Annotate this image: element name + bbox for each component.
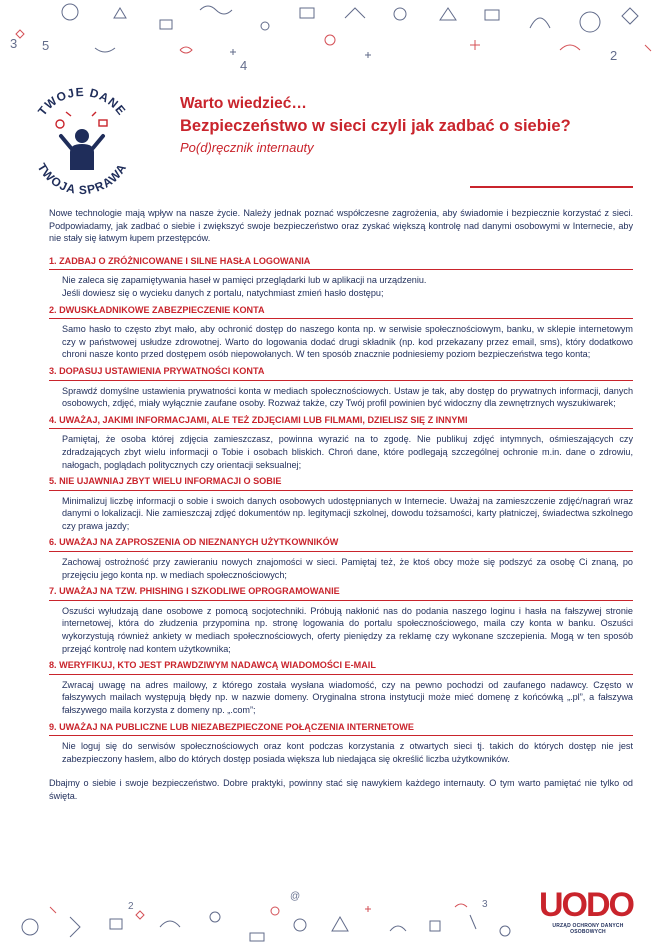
decorative-doodles-top (0, 0, 670, 80)
section-body: Nie zalecа się zapamiętywania haseł w pamięci przeglądarki lub w aplikacji na urządzeniu. Jeśli dowiesz się o wycieku danych z portalu, natychmiast zmień hasło dostępu; (62, 275, 427, 298)
section-3 (49, 365, 633, 410)
section-7 (49, 585, 633, 655)
section-title: 8. WERYFIKUJ, KTO JEST PRAWDZIWYM NADAWCĄ WIADOMOŚCI E-MAIL (49, 659, 633, 675)
section-body: Oszuści wyłudzają dane osobowe z pomocą socjotechniki. Próbują nakłonić nas do podania naszego loginu i hasła na fałszywej stronie internetowej, która do złudzenia przypomina np. stronę logowania do portalu społecznościowego, maila czy konta w banku. Oszuści wykorzystują również ankiety w mediach społecznościowych, oferty pieniędzy za reklamę czy wykonane szczepienia. Mogą w ten sposób przejąć kontrolę nad kontem użytkownika; (62, 605, 633, 654)
section-title: 7. UWAŻAJ NA TZW. PHISHING I SZKODLIWE OPROGRAMOWANIE (49, 585, 633, 601)
section-body: Zachowaj ostrożność przy zawieraniu nowych znajomości w sieci. Pamiętaj też, że ktoś obcy może się podszyć za osobę Ci znaną, po przejęciu jego konta np. w mediach społecznościowych; (62, 557, 633, 580)
section-body: Zwracaj uwagę na adres mailowy, z którego została wysłana wiadomość, czy na pewno pochodzi od zaufanego nadawcy. Często w fałszywych mailach występują błędy np. w nazwie domeny. Oryginalna strona instytucji może mieć domenę z końcówką „.pl”, a fałszywa fałszywego maila korzysta z domeny np. „.com”; (62, 679, 633, 715)
header-kicker: Warto wiedzieć… (180, 95, 307, 112)
logo-top-text: TWOJE DANE (35, 84, 129, 119)
logo-bottom-text: TWOJA SPRAWA (34, 160, 130, 198)
page-title: Bezpieczeństwo w sieci czyli jak zadbać o siebie? (180, 117, 571, 135)
document-body (49, 207, 633, 803)
section-body: Pamiętaj, że osoba której zdjęcia zamieszczasz, powinna wyrazić na to zgodę. Nie publikuj zdjęć intymnych, ośmieszających czy zdradzających zbyt wielu informacji o Tobie i osobach bliskich. Chroń dane, które podlegają szczególnej ochronie m.in. dane o zdrowiu, nałogach, poglądach politycznych czy orientacji seksualnej; (62, 434, 633, 470)
section-2 (49, 304, 633, 361)
section-4 (49, 414, 633, 471)
intro-paragraph: Nowe technologie mają wpływ na nasze życie. Należy jednak poznać współczesne zagrożenia, aby świadomie i bezpiecznie korzystać z sieci. Podpowiadamy, jak zadbać o siebie i zwiększyć swoje bezpieczeństwo oraz zyskać większą kontrolę nad danymi osobowymi w Internecie, aby nie stały się łatwym łupem przestępców. (49, 208, 633, 244)
closing-paragraph: Dbajmy o siebie i swoje bezpieczeństwo. Dobre praktyki, powinny stać się nawykiem każdego internauty. O tym warto pamiętać nie tylko od święta. (49, 778, 633, 801)
section-body: Sprawdź domyślne ustawienia prywatności konta w mediach społecznościowych. Ustaw je tak, aby dostęp do prywatnych informacji, danych osobowych, zdjęć, miały wyłącznie zaufane osoby. Rozważ także, czy Twój profil powinien być widoczny dla zewnętrznych wyszukiwarek; (62, 385, 633, 409)
section-title: 4. UWAŻAJ, JAKIMI INFORMACJAMI, ALE TEŻ ZDJĘCIAMI LUB FILMAMI, DZIELISZ SIĘ Z INNYMI (49, 414, 633, 430)
svg-text:2: 2 (610, 48, 618, 63)
section-9 (49, 721, 633, 766)
svg-text:2: 2 (128, 901, 134, 912)
twoje-dane-logo (22, 82, 142, 202)
section-body: Nie loguj się do serwisów społecznościowych oraz kont podczas korzystania z otwartych sieci tj. takich do których dostęp nie jest zabezpieczony hasłem, albo do których dostęp posiada większa lub niedająca się określić liczba użytkowników. (62, 741, 633, 764)
page-subtitle: Po(d)ręcznik internauty (180, 140, 314, 155)
svg-text:TWOJE DANE (35, 85, 129, 118)
svg-text:@: @ (290, 891, 301, 902)
svg-text:5: 5 (42, 38, 50, 53)
section-title: 6. UWAŻAJ NA ZAPROSZENIA OD NIEZNANYCH UŻYTKOWNIKÓW (49, 536, 633, 552)
section-8 (49, 659, 633, 716)
uodo-name: URZĄD OCHRONY DANYCH OSOBOWYCH (552, 923, 624, 935)
section-title: 5. NIE UJAWNIAJ ZBYT WIELU INFORMACJI O SOBIE (49, 475, 633, 491)
section-5 (49, 475, 633, 532)
header (180, 93, 640, 157)
person-icon (61, 129, 103, 170)
section-title: 3. DOPASUJ USTAWIENIA PRYWATNOŚCI KONTA (49, 365, 633, 381)
svg-text:3: 3 (482, 899, 488, 910)
section-body: Minimalizuj liczbę informacji o sobie i swoich danych osobowych udostępnianych w Internecie. Uważaj na zamieszczenie zdjęć/nagrań wraz danymi o lokalizacji. Nie zamieszczaj zdjęć dokumentów np. legitymacji szkolnej, dowodu tożsamości, karty płatniczej, świadectwa szkolnego czy prawa jazdy; (62, 495, 633, 531)
section-1 (49, 255, 633, 300)
section-6 (49, 536, 633, 581)
svg-text:4: 4 (240, 58, 248, 73)
header-divider (470, 186, 633, 188)
section-title: 1. ZADBAJ O ZRÓŻNICOWANE I SILNE HASŁA LOGOWANIA (49, 255, 633, 271)
section-title: 9. UWAŻAJ NA PUBLICZNE LUB NIEZABEZPIECZONE POŁĄCZENIA INTERNETOWE (49, 721, 633, 737)
svg-text:3: 3 (10, 36, 18, 51)
section-title: 2. DWUSKŁADNIKOWE ZABEZPIECZENIE KONTA (49, 304, 633, 320)
section-body: Samo hasło to często zbyt mało, aby ochronić dostęp do naszego konta np. w serwisie społecznościowym, banku, w sklepie internetowym czy w państwowej usłudze zdrowotnej. Warto do logowania dodać drugi składnik (np. kod przekazany przez email, sms), który dodatkowo chroni nasze konto przed dostępem osób niepowołanych. W ten sposób znacznie podniesiemy poziom bezpieczeństwa tego konta; (62, 324, 633, 360)
uodo-logo-text: UODO (539, 886, 633, 924)
